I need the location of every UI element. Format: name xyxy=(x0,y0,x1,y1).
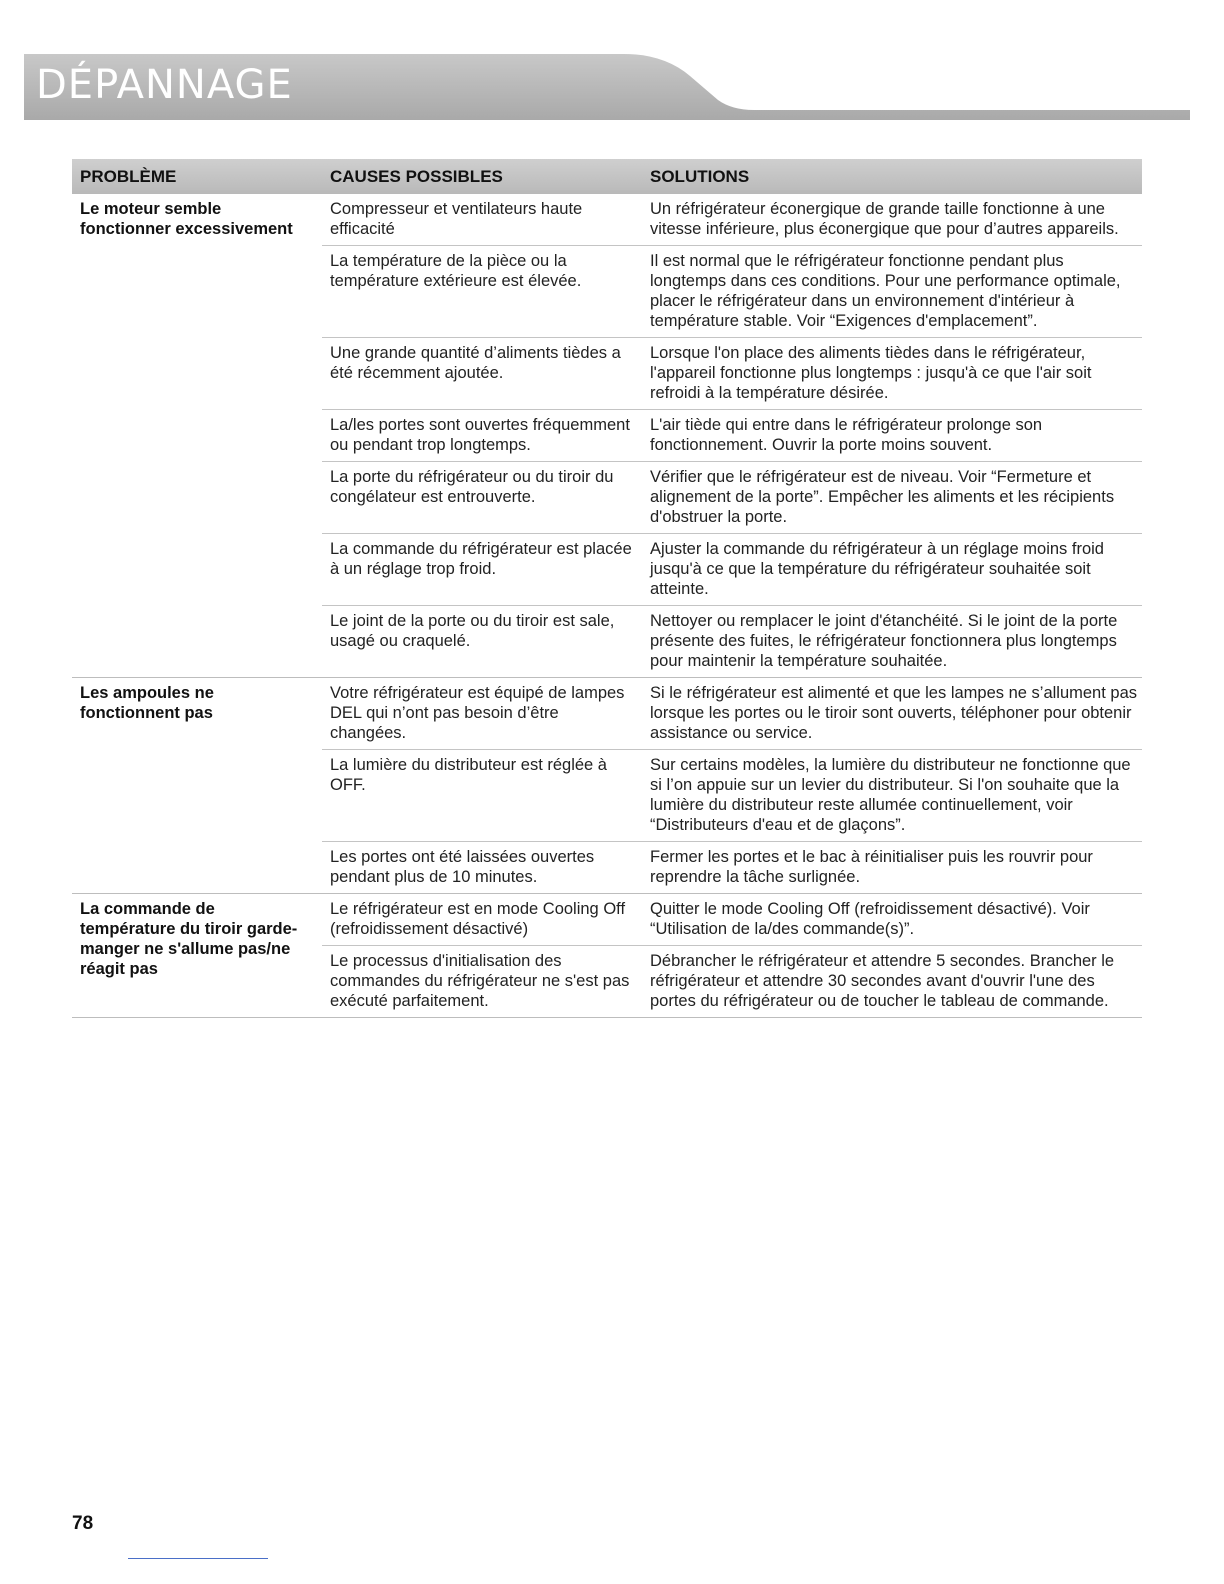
cause-cell: Le joint de la porte ou du tiroir est sale, usagé ou craquelé. xyxy=(330,612,615,650)
solution-cell: Lorsque l'on place des aliments tièdes dans le réfrigérateur, l'appareil fonctionne plus longtemps : jusqu'à ce que l'air soit refroidi à la température désirée. xyxy=(650,344,1092,402)
cause-cell: La lumière du distributeur est réglée à OFF. xyxy=(330,756,607,794)
problem-title: Les ampoules ne fonctionnent pas xyxy=(80,684,214,722)
solution-cell: Il est normal que le réfrigérateur fonctionne pendant plus longtemps dans ces conditions. Pour une performance optimale, placer le réfrigérateur dans un environnement d'intérieur à température stable. Voir “Exigences d'emplacement”. xyxy=(650,252,1121,330)
cause-cell: Votre réfrigérateur est équipé de lampes DEL qui n’ont pas besoin d’être changées. xyxy=(330,684,625,742)
table-row xyxy=(322,842,1142,893)
solution-cell: L'air tiède qui entre dans le réfrigérateur prolonge son fonctionnement. Ouvrir la porte moins souvent. xyxy=(650,416,1043,454)
cause-cell: Le processus d'initialisation des commandes du réfrigérateur ne s'est pas exécuté parfaitement. xyxy=(330,952,630,1010)
table-row xyxy=(322,246,1142,338)
solution-cell: Fermer les portes et le bac à réinitialiser puis les rouvrir pour reprendre la tâche surlignée. xyxy=(650,848,1093,886)
page-number: 78 xyxy=(72,1513,94,1534)
problem-title: La commande de température du tiroir garde-manger ne s'allume pas/ne réagit pas xyxy=(80,900,298,978)
problem-group xyxy=(72,678,1142,894)
table-row xyxy=(322,606,1142,677)
solution-cell: Vérifier que le réfrigérateur est de niveau. Voir “Fermeture et alignement de la porte”. Empêcher les aliments et les récipients d'obstruer la porte. xyxy=(650,468,1115,526)
solution-cell: Si le réfrigérateur est alimenté et que les lampes ne s’allument pas lorsque les portes ou le tiroir sont ouverts, téléphoner pour obtenir assistance ou service. xyxy=(650,684,1137,742)
problem-title: Le moteur semble fonctionner excessivement xyxy=(80,200,293,238)
table-row xyxy=(322,534,1142,606)
table-row xyxy=(322,194,1142,246)
solution-cell: Un réfrigérateur éconergique de grande taille fonctionne à une vitesse inférieure, plus éconergique que pour d’autres appareils. xyxy=(650,200,1119,238)
cause-cell: La/les portes sont ouvertes fréquemment ou pendant trop longtemps. xyxy=(330,416,630,454)
column-header-solutions: SOLUTIONS xyxy=(650,166,750,186)
cause-cell: Une grande quantité d’aliments tièdes a été récemment ajoutée. xyxy=(330,344,621,382)
table-row xyxy=(322,894,1142,946)
table-row xyxy=(322,462,1142,534)
table-row xyxy=(322,946,1142,1017)
cause-cell: La température de la pièce ou la température extérieure est élevée. xyxy=(330,252,582,290)
troubleshooting-table xyxy=(72,159,1142,1018)
cause-cell: La porte du réfrigérateur ou du tiroir du congélateur est entrouverte. xyxy=(330,468,614,506)
solution-cell: Nettoyer ou remplacer le joint d'étanchéité. Si le joint de la porte présente des fuites, le réfrigérateur fonctionnera plus longtemps pour maintenir la température souhaitée. xyxy=(650,612,1118,670)
problem-group xyxy=(72,194,1142,678)
footer-divider xyxy=(128,1558,268,1559)
column-header-causes: CAUSES POSSIBLES xyxy=(330,166,503,186)
cause-cell: Compresseur et ventilateurs haute efficacité xyxy=(330,200,583,238)
problem-group xyxy=(72,894,1142,1018)
cause-cell: Les portes ont été laissées ouvertes pendant plus de 10 minutes. xyxy=(330,848,595,886)
page-title: DÉPANNAGE xyxy=(36,62,293,108)
table-row xyxy=(322,338,1142,410)
header-banner xyxy=(24,46,1190,120)
cause-cell: Le réfrigérateur est en mode Cooling Off (refroidissement désactivé) xyxy=(330,900,626,938)
table-row xyxy=(322,678,1142,750)
table-row xyxy=(322,410,1142,462)
table-row xyxy=(322,750,1142,842)
solution-cell: Sur certains modèles, la lumière du distributeur ne fonctionne que si l’on appuie sur un levier du distributeur. Si l'on souhaite que la lumière du distributeur reste allumée continuellement, voir “Distributeurs d'eau et de glaçons”. xyxy=(650,756,1131,834)
column-header-probleme: PROBLÈME xyxy=(80,166,177,186)
table-header xyxy=(72,159,1142,194)
cause-cell: La commande du réfrigérateur est placée à un réglage trop froid. xyxy=(330,540,632,578)
solution-cell: Quitter le mode Cooling Off (refroidissement désactivé). Voir “Utilisation de la/des commande(s)”. xyxy=(650,900,1090,938)
solution-cell: Ajuster la commande du réfrigérateur à un réglage moins froid jusqu'à ce que la température du réfrigérateur souhaitée soit atteinte. xyxy=(650,540,1104,598)
solution-cell: Débrancher le réfrigérateur et attendre 5 secondes. Brancher le réfrigérateur et attendre 30 secondes avant d'ouvrir l'une des portes du réfrigérateur ou de toucher le tableau de commande. xyxy=(650,952,1115,1010)
